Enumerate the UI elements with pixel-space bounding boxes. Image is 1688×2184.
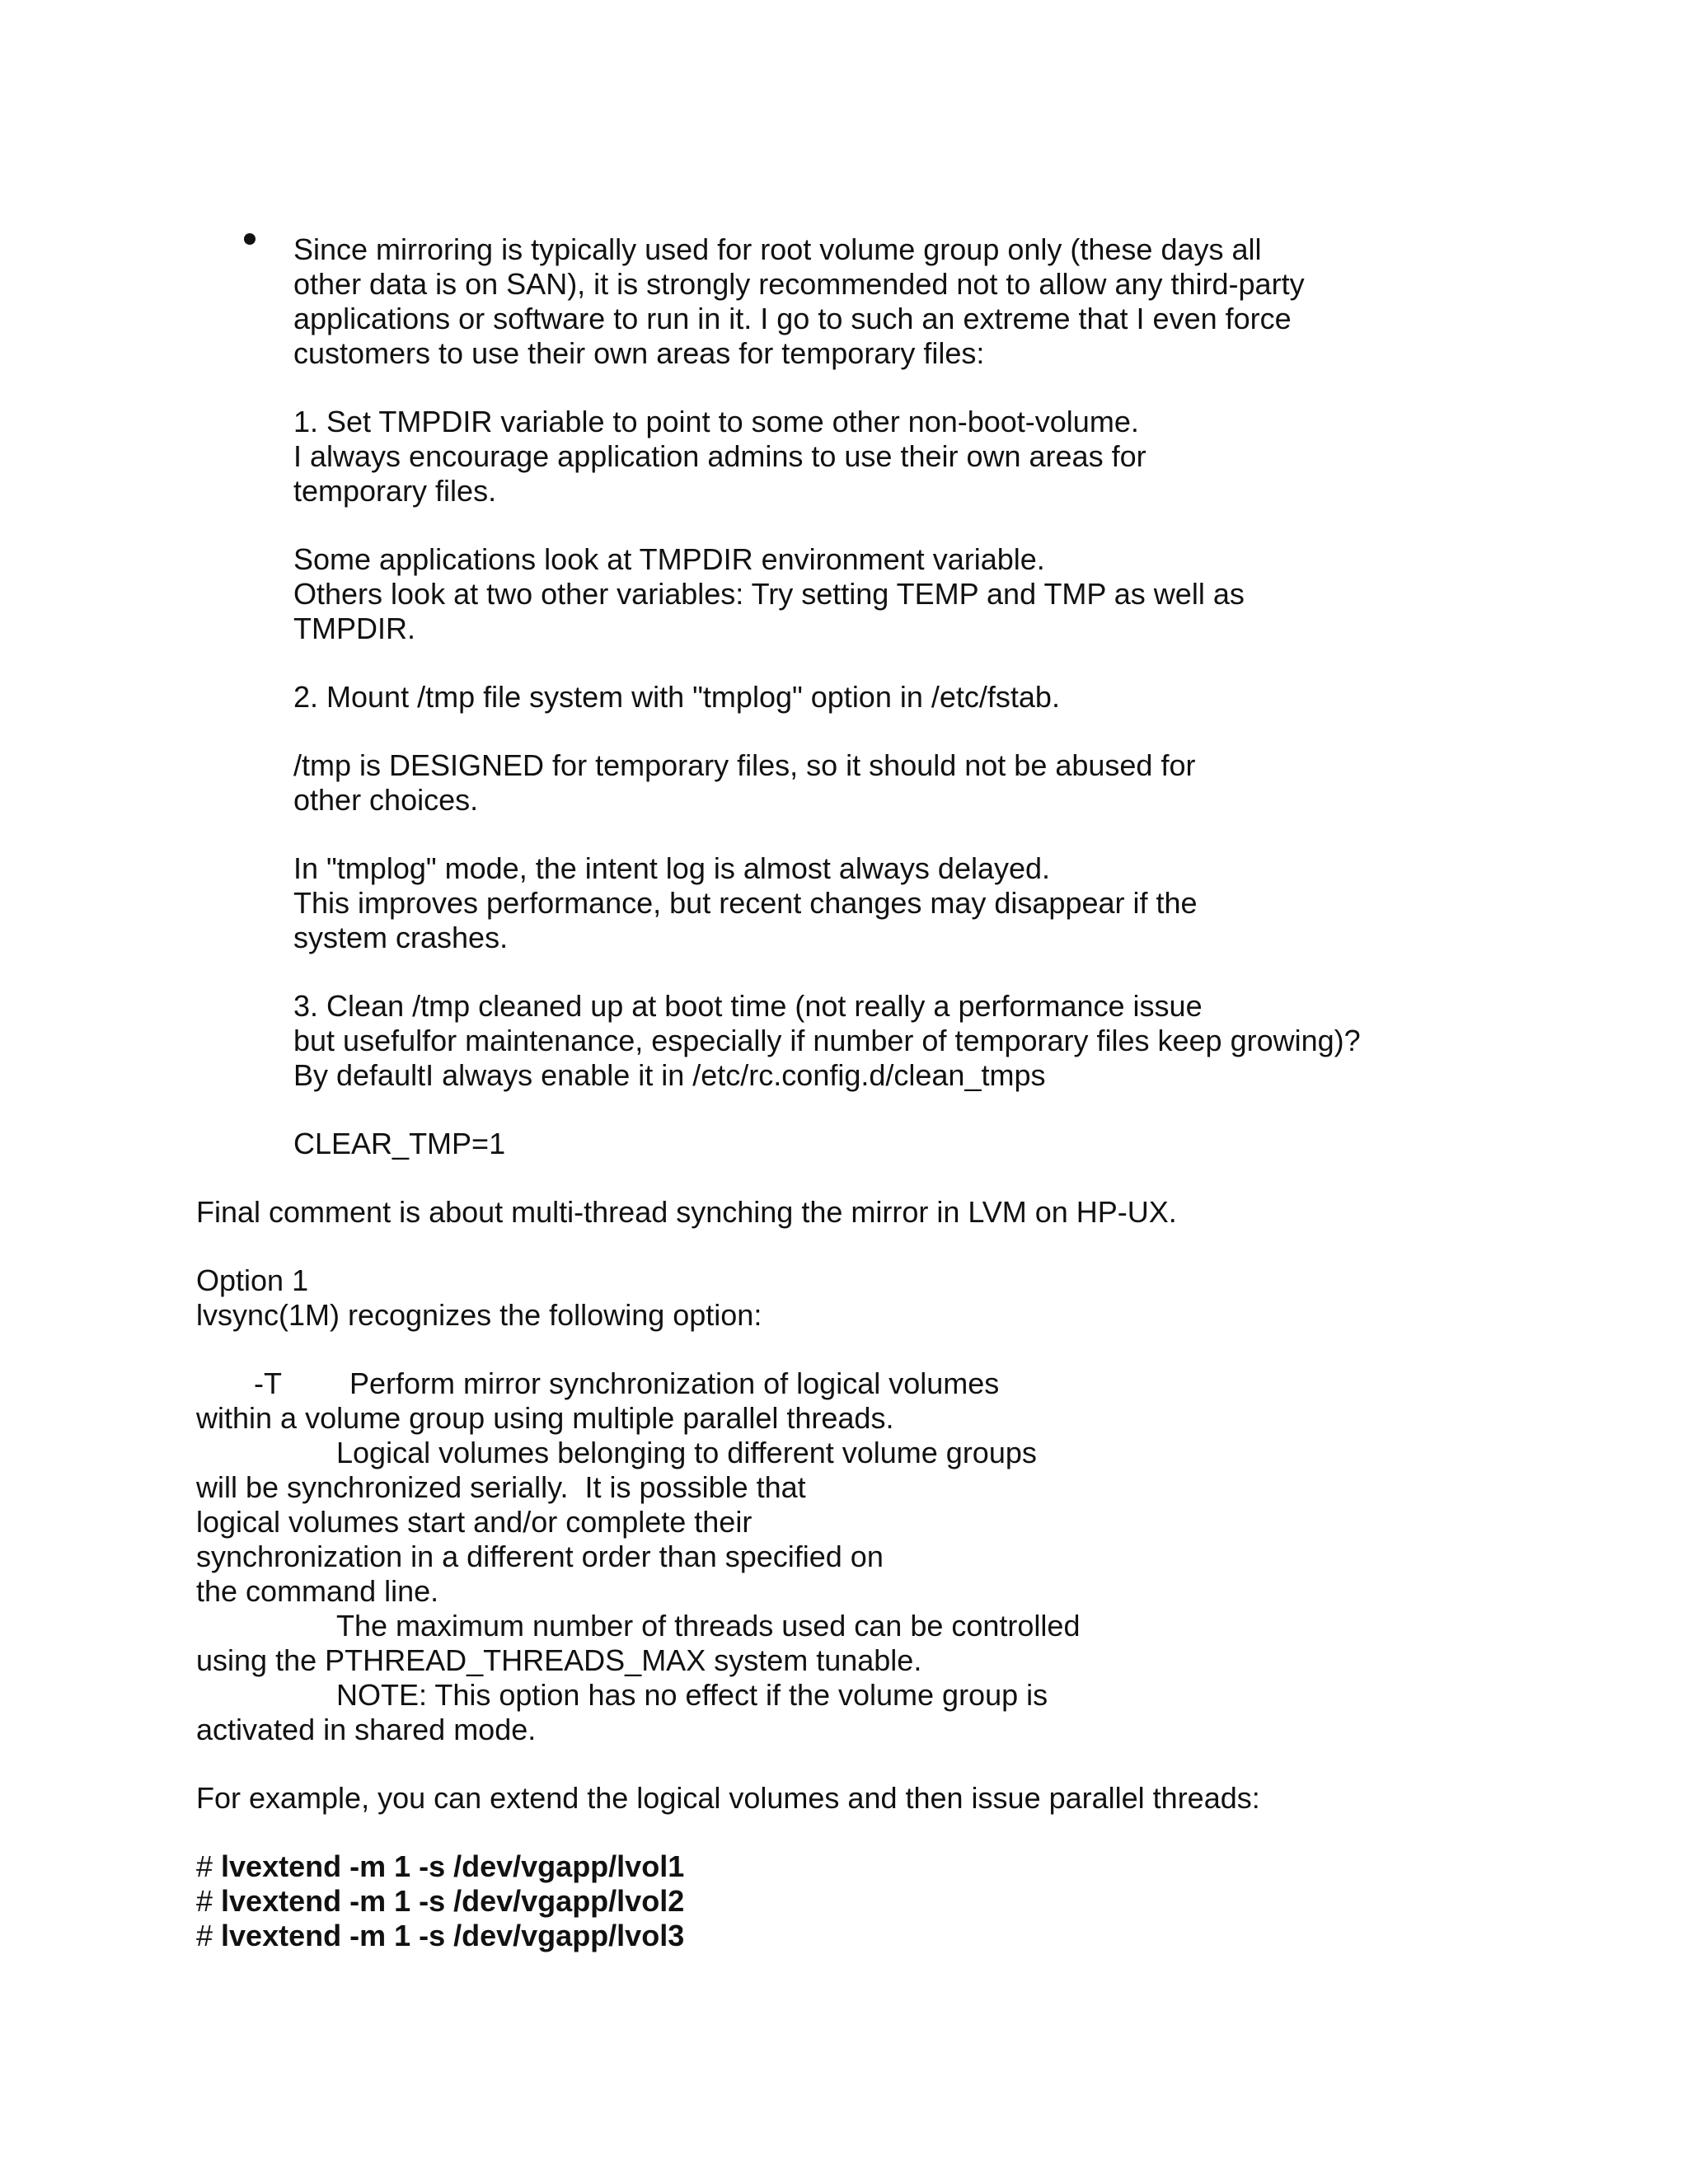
item1-note-line-3: TMPDIR. (293, 612, 415, 645)
manpage-line: using the PTHREAD_THREADS_MAX system tunable. (196, 1643, 922, 1677)
item3-line-3: By defaultI always enable it in /etc/rc.config.d/clean_tmps (293, 1058, 1046, 1092)
manpage-line: NOTE: This option has no effect if the volume group is (336, 1678, 1048, 1712)
item3-line-2: but usefulfor maintenance, especially if number of temporary files keep growing)? (293, 1024, 1361, 1057)
item1-line-1: 1. Set TMPDIR variable to point to some other non-boot-volume. (293, 405, 1139, 438)
example-intro: For example, you can extend the logical volumes and then issue parallel threads: (196, 1781, 1260, 1815)
manpage-line: Logical volumes belonging to different volume groups (336, 1436, 1037, 1469)
command-line-1 (196, 1849, 684, 1884)
item2-note-a-line-1: /tmp is DESIGNED for temporary files, so it should not be abused for (293, 748, 1196, 782)
item2-note-b-line-2: This improves performance, but recent changes may disappear if the (293, 886, 1198, 920)
item1-line-3: temporary files. (293, 474, 497, 508)
command-line-2 (196, 1884, 684, 1919)
item3-setting: CLEAR_TMP=1 (293, 1127, 506, 1160)
manpage-flag-text: Perform mirror synchronization of logical volumes (349, 1366, 1000, 1400)
manpage-line: logical volumes start and/or complete their (196, 1505, 753, 1539)
option1-intro: lvsync(1M) recognizes the following option: (196, 1298, 762, 1332)
option1-heading: Option 1 (196, 1263, 309, 1297)
item2-note-b-line-3: system crashes. (293, 921, 509, 954)
manpage-line: will be synchronized serially. It is possible that (196, 1470, 806, 1504)
command-text: lvextend -m 1 -s /dev/vgapp/lvol3 (221, 1919, 685, 1952)
bullet-dot (244, 233, 256, 245)
item3-line-1: 3. Clean /tmp cleaned up at boot time (not really a performance issue (293, 989, 1203, 1023)
manpage-flag: -T (254, 1366, 282, 1400)
item2-note-b-line-1: In "tmplog" mode, the intent log is almost always delayed. (293, 851, 1051, 885)
command-line-3 (196, 1919, 684, 1953)
bullet-line-3: applications or software to run in it. I go to such an extreme that I even force (293, 302, 1292, 335)
manpage-line: activated in shared mode. (196, 1713, 537, 1746)
item2-line-1: 2. Mount /tmp file system with "tmplog" option in /etc/fstab. (293, 680, 1060, 714)
manpage-line: the command line. (196, 1574, 439, 1608)
command-text: lvextend -m 1 -s /dev/vgapp/lvol1 (221, 1849, 685, 1883)
manpage-line: synchronization in a different order than specified on (196, 1540, 884, 1573)
item1-note-line-2: Others look at two other variables: Try setting TEMP and TMP as well as (293, 577, 1245, 611)
command-prompt: # (196, 1884, 222, 1918)
final-comment: Final comment is about multi-thread synching the mirror in LVM on HP-UX. (196, 1195, 1177, 1229)
bullet-line-1: Since mirroring is typically used for root volume group only (these days all (293, 232, 1262, 266)
bullet-line-2: other data is on SAN), it is strongly recommended not to allow any third-party (293, 267, 1305, 301)
item1-note-line-1: Some applications look at TMPDIR environment variable. (293, 542, 1045, 576)
command-prompt: # (196, 1849, 222, 1883)
item2-note-a-line-2: other choices. (293, 783, 479, 817)
manpage-line: The maximum number of threads used can be controlled (336, 1609, 1081, 1643)
manpage-line: within a volume group using multiple parallel threads. (196, 1401, 894, 1435)
bullet-line-4: customers to use their own areas for temporary files: (293, 336, 985, 370)
command-prompt: # (196, 1919, 222, 1952)
item1-line-2: I always encourage application admins to use their own areas for (293, 439, 1146, 473)
command-text: lvextend -m 1 -s /dev/vgapp/lvol2 (221, 1884, 685, 1918)
